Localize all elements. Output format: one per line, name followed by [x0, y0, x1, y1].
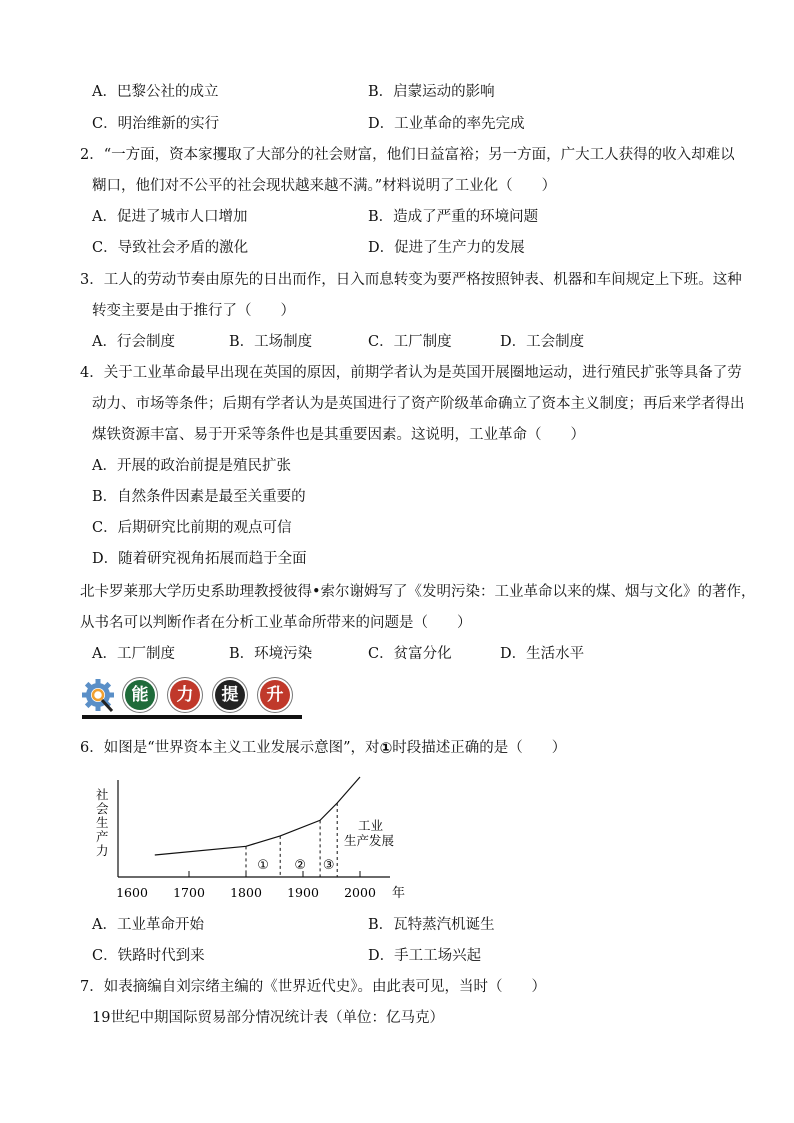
x-axis-label: 年 — [392, 886, 406, 901]
segment-label-2: ② — [294, 858, 306, 873]
q1-option-b: B．启蒙运动的影响 — [368, 84, 495, 100]
q3-stem-line2: 转变主要是由于推行了（ ） — [92, 303, 295, 319]
q5-option-d: D．生活水平 — [500, 646, 585, 662]
ability-banner — [82, 675, 302, 720]
q6-stem-pre: 6．如图是“世界资本主义工业发展示意图”，对 — [80, 740, 380, 756]
y-axis-label — [96, 787, 109, 858]
x-tick-label-1800: 1800 — [230, 885, 262, 900]
q6-option-b: B．瓦特蒸汽机诞生 — [368, 917, 495, 933]
q5-option-c: C．贫富分化 — [368, 646, 452, 662]
q2-option-a: A．促进了城市人口增加 — [92, 209, 248, 225]
q1-option-c: C．明治维新的实行 — [92, 116, 220, 132]
y-axis-label-char: 生 — [96, 815, 109, 830]
q2-option-c: C．导致社会矛盾的激化 — [92, 240, 249, 256]
q2-stem-line1: 2．“一方面，资本家攫取了大部分的社会财富，他们日益富裕；另一方面，广大工人获得的收入却难以 — [80, 147, 735, 163]
x-tick-label-2000: 2000 — [344, 885, 376, 900]
q3-option-c: C．工厂制度 — [368, 334, 452, 350]
q4-option-b: B．自然条件因素是最至关重要的 — [92, 489, 306, 505]
segment-label-3: ③ — [322, 858, 335, 873]
banner-char-4: 升 — [260, 680, 290, 710]
q6-option-a: A．工业革命开始 — [92, 917, 204, 933]
q3-option-a: A．行会制度 — [92, 334, 175, 350]
q4-option-c: C．后期研究比前期的观点可信 — [92, 520, 292, 536]
curve-label-line2: 生产发展 — [344, 833, 395, 848]
q5-stem-line1: 北卡罗莱那大学历史系助理教授彼得•索尔谢姆写了《发明污染：工业革命以来的煤、烟与文化》的著作， — [80, 584, 756, 600]
x-tick-label-1700: 1700 — [173, 885, 205, 900]
banner-underline — [82, 715, 302, 719]
q2-stem-line2: 糊口，他们对不公平的社会现状越来越不满。”材料说明了工业化（ ） — [92, 178, 557, 194]
q7-stem: 7．如表摘编自刘宗绪主编的《世界近代史》。由此表可见，当时（ ） — [80, 979, 546, 995]
production-curve — [155, 777, 360, 855]
curve-label-line1: 工业 — [358, 818, 384, 833]
x-tick-label-1600: 1600 — [116, 885, 148, 900]
q1-option-a: A．巴黎公社的成立 — [92, 84, 219, 100]
y-axis-label-char: 会 — [96, 801, 109, 816]
q4-stem-line1: 4．关于工业革命最早出现在英国的原因，前期学者认为是英国开展圈地运动，进行殖民扩张等具备了劳 — [80, 365, 742, 381]
q4-option-a: A．开展的政治前提是殖民扩张 — [92, 458, 291, 474]
y-axis-label-char: 力 — [96, 843, 109, 858]
q7-table-title: 19世纪中期国际贸易部分情况统计表（单位：亿马克） — [92, 1010, 444, 1026]
q3-option-b: B．工场制度 — [229, 334, 313, 350]
q4-stem-line2: 动力、市场等条件；后期有学者认为是英国进行了资产阶级革命确立了资本主义制度；再后来学者得出 — [92, 396, 745, 412]
q5-option-a: A．工厂制度 — [92, 646, 175, 662]
q6-stem-post: 时段描述正确的是（ ） — [392, 740, 567, 756]
q6-option-d: D．手工工场兴起 — [368, 948, 482, 964]
banner-char-2: 力 — [170, 680, 200, 710]
q6-stem — [80, 738, 566, 758]
q3-option-d: D．工会制度 — [500, 334, 585, 350]
q6-option-c: C．铁路时代到来 — [92, 948, 205, 964]
x-tick-label-1900: 1900 — [287, 885, 319, 900]
q2-option-d: D．促进了生产力的发展 — [368, 240, 525, 256]
q6-stem-mark: ① — [379, 738, 393, 757]
q3-stem-line1: 3．工人的劳动节奏由原先的日出而作，日入而息转变为要严格按照钟表、机器和车间规定上下班。这种 — [80, 272, 742, 288]
banner-char-3: 提 — [215, 680, 245, 710]
q4-stem-line3: 煤铁资源丰富、易于开采等条件也是其重要因素。这说明，工业革命（ ） — [92, 427, 585, 443]
banner-char-1: 能 — [125, 680, 155, 710]
y-axis-label-char: 社 — [96, 787, 109, 802]
y-axis-label-char: 产 — [96, 829, 109, 844]
industry-development-chart — [90, 775, 420, 905]
q4-option-d: D．随着研究视角拓展而趋于全面 — [92, 551, 307, 567]
q5-option-b: B．环境污染 — [229, 646, 313, 662]
q1-option-d: D．工业革命的率先完成 — [368, 116, 525, 132]
q5-stem-line2: 从书名可以判断作者在分析工业革命所带来的问题是（ ） — [80, 615, 472, 631]
gear-magnifier-icon — [82, 679, 116, 713]
q2-option-b: B．造成了严重的环境问题 — [368, 209, 539, 225]
segment-label-1: ① — [257, 858, 269, 873]
